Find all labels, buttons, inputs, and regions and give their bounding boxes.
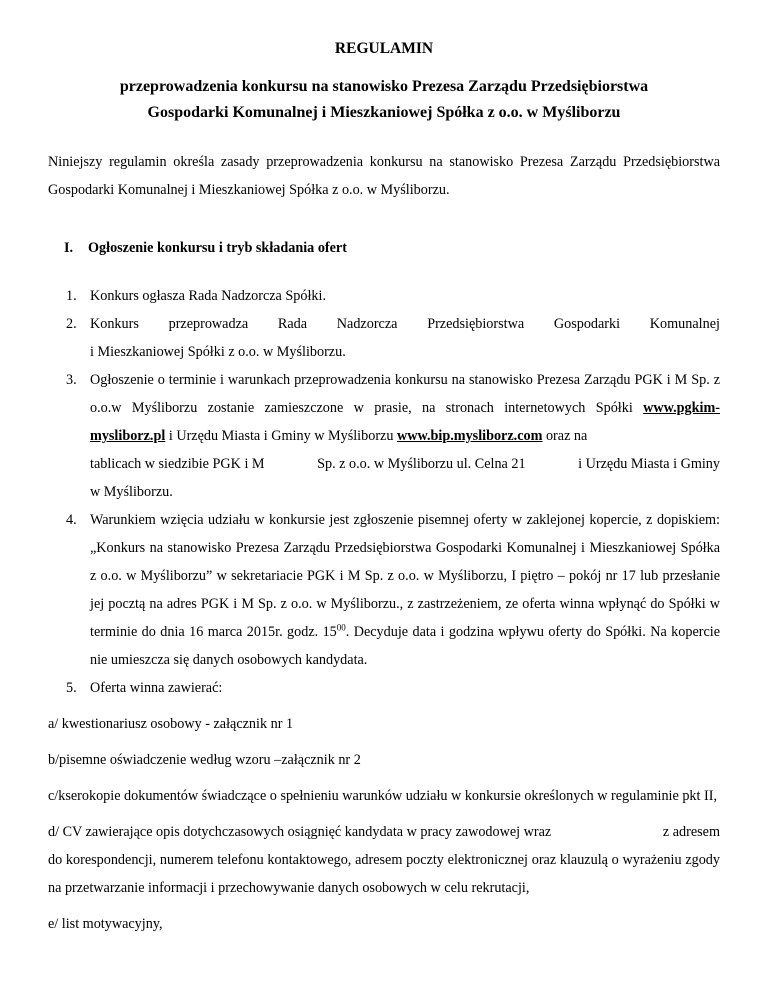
link-pgkim-website[interactable]: www.pgkim-mysliborz.pl <box>90 400 720 444</box>
link-bip-website[interactable]: www.bip.mysliborz.com <box>396 428 543 444</box>
subtitle-line-2: Gospodarki Komunalnej i Mieszkaniowej Spółka z o.o. w Myśliborzu <box>147 104 621 121</box>
item-spread-line <box>90 310 720 338</box>
word: przeprowadza <box>168 316 249 332</box>
subitem-e: e/ list motywacyjny, <box>48 916 163 932</box>
list-item <box>48 506 720 674</box>
item-number: 4. <box>66 512 77 528</box>
item-number: 1. <box>66 288 77 304</box>
intro-paragraph: Niniejszy regulamin określa zasady przeprowadzenia konkursu na stanowisko Prezesa Zarządu Przedsiębiorstwa Gospodarki Komunalnej i Mieszkaniowej Spółka z o.o. w Myśliborzu. <box>48 154 720 198</box>
list-item <box>48 282 720 310</box>
item-text: Warunkiem wzięcia udziału w konkursie jest zgłoszenie pisemnej oferty w zaklejonej kopercie, z dopiskiem: „Konkurs na stanowisko Prezesa Zarządu Przedsiębiorstwa Gospodarki Komunalnej i Mieszkaniowej Spółka z o.o. w Myśliborzu” w sekretariacie PGK i M Sp. z o.o. w Myśliborzu, I piętro – pokój nr 17 lub przesłanie jej pocztą na adres PGK i M Sp. z o.o. w Myśliborzu., z zastrzeżeniem, ze oferta winna wpłynąć do Spółki w terminie do dnia 16 marca 2015r. godz. $15^{00}$. Decyduje data i godzina wpływu oferty do Spółki. Na kopercie nie umieszcza się danych osobowych kandydata. <box>90 512 720 668</box>
document-title: REGULAMIN <box>334 40 434 57</box>
section-heading <box>48 234 720 262</box>
word: Rada <box>277 316 308 332</box>
item-text: w Myśliborzu. <box>90 484 173 500</box>
word: Nadzorcza <box>336 316 398 332</box>
item-text: Konkurs ogłasza Rada Nadzorcza Spółki. <box>90 288 326 304</box>
item-text: Oferta winna zawierać: <box>90 680 223 696</box>
list-item <box>48 366 720 506</box>
numbered-list <box>48 282 720 702</box>
subitem-d: d/ CV zawierające opis dotychczasowych osiągnięć kandydata w pracy zawodowej wraz z adresem do korespondencji, numerem telefonu kontaktowego, adresem poczty elektronicznej oraz klauzulą o wyrażeniu zgody na przetwarzanie informacji i przechowywanie danych osobowych w celu rekrutacji, <box>48 824 720 896</box>
list-item <box>48 310 720 366</box>
item-text: i Mieszkaniowej Spółki z o.o. w Myśliborzu. <box>90 344 346 360</box>
item-spread-line: tablicach w siedzibie PGK i M Sp. z o.o. w Myśliborzu ul. Celna 21 i Urzędu Miasta i Gminy <box>90 456 720 472</box>
word: Przedsiębiorstwa <box>427 316 525 332</box>
item-text: Ogłoszenie o terminie i warunkach przeprowadzenia konkursu na stanowisko Prezesa Zarządu PGK i M Sp. z o.o.w Myśliborzu zostanie zamieszczone w prasie, na stronach internetowych Spółki www.pgkim-mysliborz.pl i Urzędu Miasta i Gminy w Myśliborzu www.bip.mysliborz.com oraz na <box>90 372 720 444</box>
word: Gospodarki <box>553 316 621 332</box>
item-number: 5. <box>66 680 77 696</box>
document-subtitle <box>48 74 720 126</box>
item-number: 2. <box>66 316 77 332</box>
section-number: I. <box>64 240 74 256</box>
word: Komunalnej <box>649 316 720 332</box>
item-number: 3. <box>66 372 77 388</box>
list-item <box>48 674 720 702</box>
section-title: Ogłoszenie konkursu i tryb składania ofert <box>88 240 347 256</box>
superscript: 00 <box>336 622 346 633</box>
subtitle-line-1: przeprowadzenia konkursu na stanowisko Prezesa Zarządu Przedsiębiorstwa <box>119 78 649 95</box>
subitem-a: a/ kwestionariusz osobowy - załącznik nr 1 <box>48 716 294 732</box>
subitem-c: c/kserokopie dokumentów świadczące o spełnieniu warunków udziału w konkursie określonych w regulaminie pkt II, <box>48 788 717 804</box>
subitem-b: b/pisemne oświadczenie według wzoru –załącznik nr 2 <box>48 752 361 768</box>
word: Konkurs <box>90 316 139 332</box>
